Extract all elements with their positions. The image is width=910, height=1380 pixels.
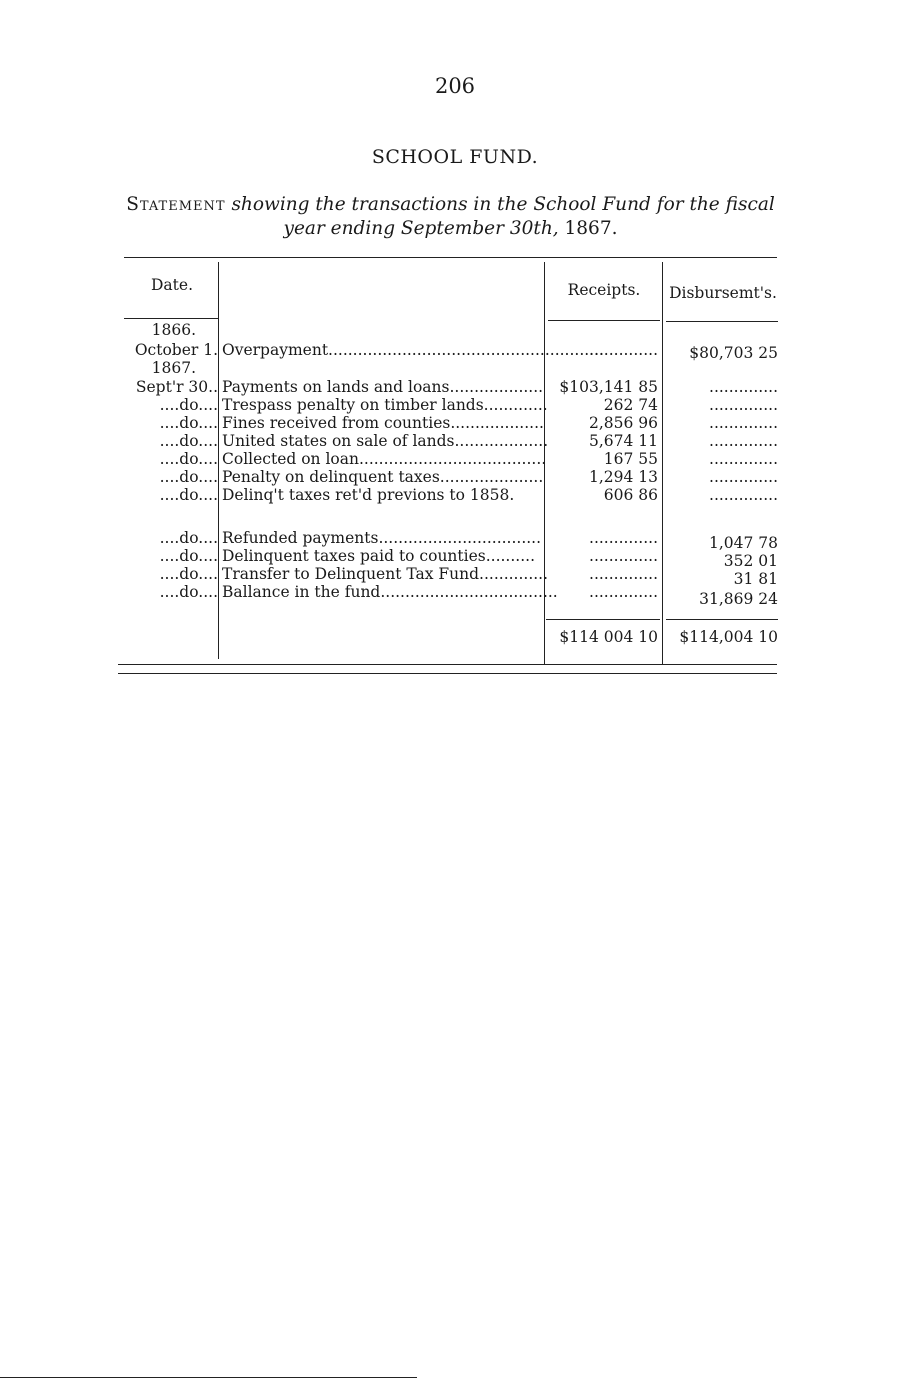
row-date: October 1.	[134, 341, 218, 359]
year-label-1867: 1867.	[151, 359, 196, 377]
table-top-rule	[124, 257, 777, 258]
page-title: SCHOOL FUND.	[371, 146, 539, 168]
row-date: ....do....	[159, 565, 218, 583]
row-disbursements: ..............	[709, 486, 778, 504]
row-description: Overpayment........................................................	[222, 341, 604, 359]
row-disbursements: 31,869 24	[699, 590, 778, 608]
row-description: Trespass penalty on timber lands.............	[222, 396, 548, 414]
page-footer-rule	[0, 1377, 417, 1378]
total-disbursements: $114,004 10	[679, 628, 778, 646]
row-date: Sept'r 30..	[135, 378, 218, 396]
row-description: Transfer to Delinquent Tax Fund..............	[222, 565, 549, 583]
row-description: Payments on lands and loans...................	[222, 378, 544, 396]
row-receipts: $103,141 85	[559, 378, 658, 396]
column-divider-receipts	[662, 262, 663, 664]
row-disbursements: 352 01	[723, 552, 778, 570]
year-label-1866: 1866.	[151, 321, 196, 339]
row-description: Penalty on delinquent taxes.....................	[222, 468, 544, 486]
row-receipts: ..............	[589, 565, 658, 583]
row-date: ....do....	[159, 468, 218, 486]
header-rule-receipts	[548, 320, 660, 321]
row-date: ....do....	[159, 450, 218, 468]
row-disbursements: 31 81	[733, 570, 778, 588]
row-receipts: 1,294 13	[588, 468, 658, 486]
statement-description: showing the transactions in the School Fund for the fiscal year ending September	[231, 194, 775, 239]
statement-year: 1867.	[564, 218, 618, 239]
row-disbursements: ..............	[709, 378, 778, 396]
row-receipts: ..............	[589, 529, 658, 547]
row-description: Ballance in the fund....................................	[222, 583, 558, 601]
table-bottom-rule-double	[118, 673, 777, 674]
row-date: ....do....	[159, 432, 218, 450]
row-description: Collected on loan......................................	[222, 450, 547, 468]
row-date: ....do....	[159, 414, 218, 432]
header-date: Date.	[151, 276, 193, 294]
row-date: ....do....	[159, 396, 218, 414]
row-disbursements: $80,703 25	[689, 344, 778, 362]
statement-lead: Statement	[126, 194, 226, 215]
row-description: Delinquent taxes paid to counties..........	[222, 547, 535, 565]
row-receipts: 262 74	[603, 396, 658, 414]
row-receipts: 606 86	[603, 486, 658, 504]
row-date: ....do....	[159, 547, 218, 565]
row-date: ....do....	[159, 583, 218, 601]
row-disbursements: ..............	[709, 450, 778, 468]
row-date: ....do....	[159, 486, 218, 504]
row-receipts: ..............	[589, 341, 658, 359]
statement-day: 30th,	[509, 218, 559, 239]
row-disbursements: ..............	[709, 396, 778, 414]
header-rule-disbursements	[666, 321, 778, 322]
row-disbursements: ..............	[709, 414, 778, 432]
header-rule-date	[124, 318, 218, 319]
row-disbursements: ..............	[709, 432, 778, 450]
row-description: Fines received from counties...................	[222, 414, 544, 432]
statement-heading	[118, 193, 783, 241]
row-disbursements: ..............	[709, 468, 778, 486]
row-receipts: 167 55	[603, 450, 658, 468]
totals-rule-disbursements	[666, 619, 778, 620]
row-description: Refunded payments.................................	[222, 529, 542, 547]
table-bottom-rule	[118, 664, 777, 665]
row-description: United states on sale of lands...................	[222, 432, 549, 450]
column-divider-date	[218, 262, 219, 659]
totals-rule-receipts	[546, 619, 660, 620]
row-receipts: 2,856 96	[588, 414, 658, 432]
row-receipts: ..............	[589, 547, 658, 565]
row-date: ....do....	[159, 529, 218, 547]
row-description: Delinq't taxes ret'd previons to 1858.	[222, 486, 515, 504]
total-receipts: $114 004 10	[559, 628, 658, 646]
row-disbursements: 1,047 78	[708, 534, 778, 552]
header-receipts: Receipts.	[567, 281, 641, 299]
page-number: 206	[434, 74, 476, 98]
row-receipts: 5,674 11	[588, 432, 658, 450]
header-disbursements: Disbursemt's.	[669, 284, 777, 302]
row-receipts: ..............	[589, 583, 658, 601]
